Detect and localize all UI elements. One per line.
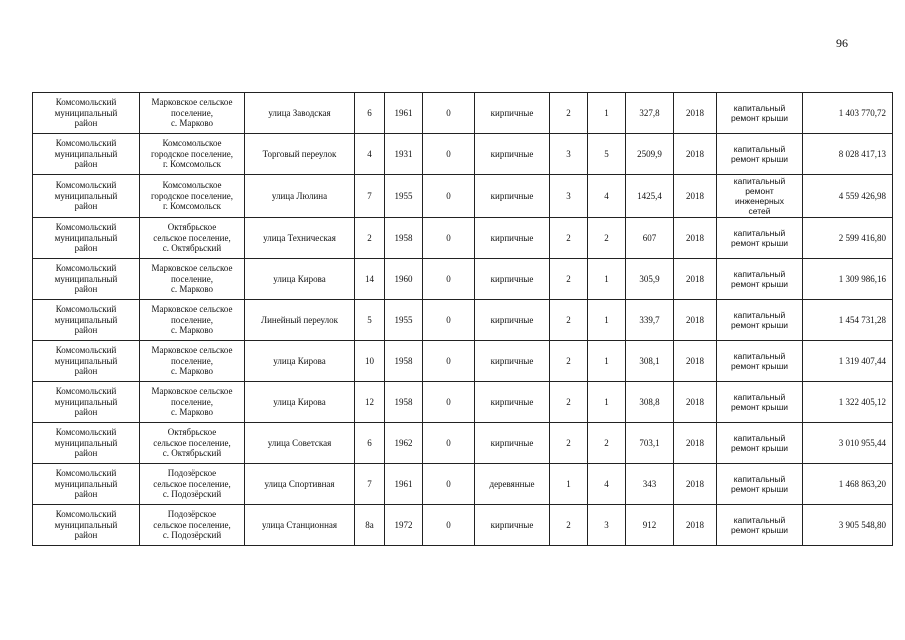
wall-material-cell: кирпичные [475,382,550,423]
build-year-cell: 1958 [385,218,423,259]
street-cell: улица Заводская [245,93,355,134]
build-year-cell: 1962 [385,423,423,464]
floors-cell: 2 [550,93,588,134]
house-number-cell: 6 [355,93,385,134]
street-cell: улица Кирова [245,259,355,300]
floors-cell: 2 [550,382,588,423]
municipality-cell: Комсомольский муниципальный район [33,93,140,134]
cost-cell: 1 468 863,20 [803,464,893,505]
settlement-cell: Октябрьское сельское поселение, с. Октябрьский [140,423,245,464]
plan-year-cell: 2018 [674,134,717,175]
plan-year-cell: 2018 [674,300,717,341]
entrances-cell: 2 [588,218,626,259]
wall-material-cell: кирпичные [475,341,550,382]
cost-cell: 1 319 407,44 [803,341,893,382]
floors-cell: 2 [550,218,588,259]
entrances-cell: 4 [588,464,626,505]
settlement-cell: Подозёрское сельское поселение, с. Подозёрский [140,505,245,546]
table-row [33,464,893,505]
table-row [33,423,893,464]
floors-cell: 2 [550,259,588,300]
municipality-cell: Комсомольский муниципальный район [33,464,140,505]
street-cell: улица Кирова [245,382,355,423]
zero-value-cell: 0 [423,175,475,218]
table-row [33,505,893,546]
house-number-cell: 10 [355,341,385,382]
cost-cell: 1 454 731,28 [803,300,893,341]
settlement-cell: Комсомольское городское поселение, г. Комсомольск [140,134,245,175]
cost-cell: 3 010 955,44 [803,423,893,464]
zero-value-cell: 0 [423,218,475,259]
plan-year-cell: 2018 [674,175,717,218]
house-number-cell: 2 [355,218,385,259]
area-cell: 2509,9 [626,134,674,175]
work-type-cell: капитальный ремонт крыши [717,464,803,505]
work-type-cell: капитальный ремонт крыши [717,423,803,464]
zero-value-cell: 0 [423,423,475,464]
build-year-cell: 1958 [385,382,423,423]
build-year-cell: 1961 [385,93,423,134]
work-type-cell: капитальный ремонт инженерных сетей [717,175,803,218]
table-row [33,175,893,218]
area-cell: 607 [626,218,674,259]
build-year-cell: 1960 [385,259,423,300]
area-cell: 308,1 [626,341,674,382]
work-type-cell: капитальный ремонт крыши [717,259,803,300]
entrances-cell: 1 [588,93,626,134]
wall-material-cell: кирпичные [475,93,550,134]
settlement-cell: Марковское сельское поселение, с. Марково [140,93,245,134]
zero-value-cell: 0 [423,134,475,175]
house-number-cell: 14 [355,259,385,300]
plan-year-cell: 2018 [674,259,717,300]
wall-material-cell: кирпичные [475,300,550,341]
cost-cell: 1 322 405,12 [803,382,893,423]
cost-cell: 8 028 417,13 [803,134,893,175]
street-cell: улица Станционная [245,505,355,546]
settlement-cell: Подозёрское сельское поселение, с. Подозёрский [140,464,245,505]
area-cell: 339,7 [626,300,674,341]
entrances-cell: 1 [588,341,626,382]
plan-year-cell: 2018 [674,505,717,546]
work-type-cell: капитальный ремонт крыши [717,341,803,382]
build-year-cell: 1958 [385,341,423,382]
area-cell: 308,8 [626,382,674,423]
build-year-cell: 1972 [385,505,423,546]
municipality-cell: Комсомольский муниципальный район [33,175,140,218]
street-cell: улица Спортивная [245,464,355,505]
cost-cell: 1 309 986,16 [803,259,893,300]
plan-year-cell: 2018 [674,423,717,464]
table-row [33,300,893,341]
work-type-cell: капитальный ремонт крыши [717,93,803,134]
cost-cell: 3 905 548,80 [803,505,893,546]
plan-year-cell: 2018 [674,341,717,382]
page-number: 96 [836,36,848,50]
repair-program-table [32,92,893,546]
work-type-cell: капитальный ремонт крыши [717,300,803,341]
floors-cell: 2 [550,505,588,546]
zero-value-cell: 0 [423,505,475,546]
table-row [33,93,893,134]
street-cell: улица Советская [245,423,355,464]
entrances-cell: 4 [588,175,626,218]
wall-material-cell: кирпичные [475,175,550,218]
house-number-cell: 7 [355,464,385,505]
zero-value-cell: 0 [423,464,475,505]
settlement-cell: Марковское сельское поселение, с. Марково [140,341,245,382]
street-cell: Линейный переулок [245,300,355,341]
entrances-cell: 1 [588,300,626,341]
floors-cell: 2 [550,423,588,464]
zero-value-cell: 0 [423,93,475,134]
municipality-cell: Комсомольский муниципальный район [33,218,140,259]
build-year-cell: 1955 [385,175,423,218]
plan-year-cell: 2018 [674,93,717,134]
settlement-cell: Марковское сельское поселение, с. Марково [140,300,245,341]
street-cell: Торговый переулок [245,134,355,175]
area-cell: 912 [626,505,674,546]
floors-cell: 1 [550,464,588,505]
entrances-cell: 3 [588,505,626,546]
cost-cell: 2 599 416,80 [803,218,893,259]
work-type-cell: капитальный ремонт крыши [717,382,803,423]
wall-material-cell: кирпичные [475,505,550,546]
area-cell: 343 [626,464,674,505]
settlement-cell: Марковское сельское поселение, с. Марково [140,382,245,423]
area-cell: 327,8 [626,93,674,134]
street-cell: улица Кирова [245,341,355,382]
table-row [33,382,893,423]
street-cell: улица Техническая [245,218,355,259]
area-cell: 305,9 [626,259,674,300]
work-type-cell: капитальный ремонт крыши [717,134,803,175]
work-type-cell: капитальный ремонт крыши [717,218,803,259]
wall-material-cell: деревянные [475,464,550,505]
plan-year-cell: 2018 [674,218,717,259]
plan-year-cell: 2018 [674,382,717,423]
wall-material-cell: кирпичные [475,423,550,464]
entrances-cell: 1 [588,259,626,300]
table-body [33,93,893,546]
settlement-cell: Комсомольское городское поселение, г. Комсомольск [140,175,245,218]
zero-value-cell: 0 [423,382,475,423]
house-number-cell: 8а [355,505,385,546]
table-row [33,341,893,382]
table-row [33,259,893,300]
municipality-cell: Комсомольский муниципальный район [33,300,140,341]
area-cell: 703,1 [626,423,674,464]
zero-value-cell: 0 [423,259,475,300]
house-number-cell: 12 [355,382,385,423]
house-number-cell: 7 [355,175,385,218]
wall-material-cell: кирпичные [475,218,550,259]
build-year-cell: 1961 [385,464,423,505]
area-cell: 1425,4 [626,175,674,218]
table-row [33,218,893,259]
settlement-cell: Марковское сельское поселение, с. Марково [140,259,245,300]
floors-cell: 2 [550,300,588,341]
entrances-cell: 2 [588,423,626,464]
cost-cell: 4 559 426,98 [803,175,893,218]
build-year-cell: 1955 [385,300,423,341]
plan-year-cell: 2018 [674,464,717,505]
municipality-cell: Комсомольский муниципальный район [33,341,140,382]
zero-value-cell: 0 [423,341,475,382]
zero-value-cell: 0 [423,300,475,341]
floors-cell: 3 [550,175,588,218]
municipality-cell: Комсомольский муниципальный район [33,423,140,464]
house-number-cell: 6 [355,423,385,464]
municipality-cell: Комсомольский муниципальный район [33,134,140,175]
wall-material-cell: кирпичные [475,259,550,300]
wall-material-cell: кирпичные [475,134,550,175]
street-cell: улица Люлина [245,175,355,218]
work-type-cell: капитальный ремонт крыши [717,505,803,546]
house-number-cell: 4 [355,134,385,175]
municipality-cell: Комсомольский муниципальный район [33,505,140,546]
floors-cell: 2 [550,341,588,382]
municipality-cell: Комсомольский муниципальный район [33,382,140,423]
house-number-cell: 5 [355,300,385,341]
settlement-cell: Октябрьское сельское поселение, с. Октябрьский [140,218,245,259]
municipality-cell: Комсомольский муниципальный район [33,259,140,300]
entrances-cell: 5 [588,134,626,175]
cost-cell: 1 403 770,72 [803,93,893,134]
table-row [33,134,893,175]
entrances-cell: 1 [588,382,626,423]
floors-cell: 3 [550,134,588,175]
build-year-cell: 1931 [385,134,423,175]
